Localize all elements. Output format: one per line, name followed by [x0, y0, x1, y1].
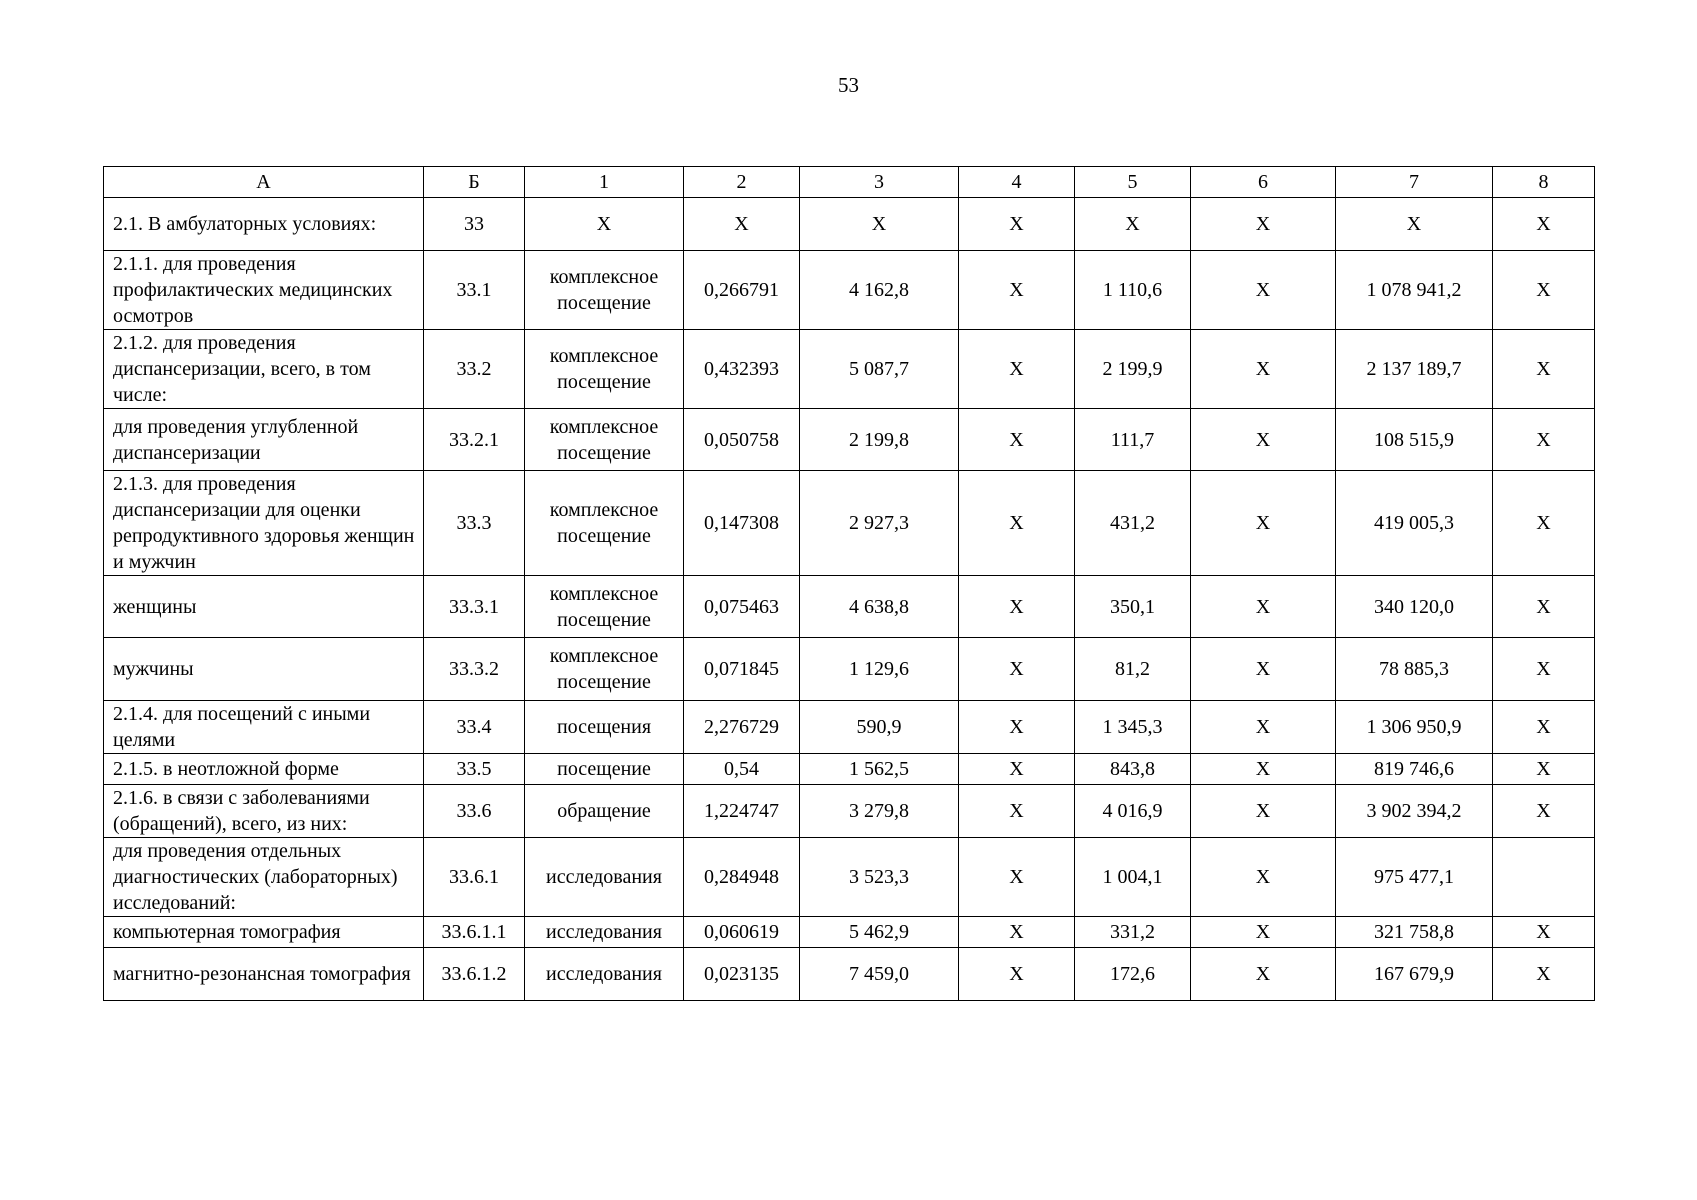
row-code: 33.1 [424, 251, 525, 330]
row-name: компьютерная томография [104, 917, 424, 948]
row-unit: посещения [525, 701, 684, 754]
row-unit: обращение [525, 785, 684, 838]
row-value: Х [1493, 638, 1595, 701]
row-value: 4 016,9 [1075, 785, 1191, 838]
row-value: 0,060619 [684, 917, 800, 948]
row-value: Х [959, 251, 1075, 330]
row-unit: исследования [525, 948, 684, 1001]
row-unit: Х [525, 198, 684, 251]
table-row [104, 638, 1595, 701]
row-value: Х [1191, 251, 1336, 330]
row-value: 2 137 189,7 [1336, 330, 1493, 409]
row-value: 172,6 [1075, 948, 1191, 1001]
row-value: Х [1493, 754, 1595, 785]
row-value: 81,2 [1075, 638, 1191, 701]
column-header: Б [424, 167, 525, 198]
row-value: 108 515,9 [1336, 409, 1493, 471]
row-value: 843,8 [1075, 754, 1191, 785]
table-row [104, 701, 1595, 754]
row-value: 419 005,3 [1336, 471, 1493, 576]
row-value: 5 462,9 [800, 917, 959, 948]
row-code: 33.6.1 [424, 838, 525, 917]
row-value: 0,050758 [684, 409, 800, 471]
row-value: 431,2 [1075, 471, 1191, 576]
row-value: Х [1493, 948, 1595, 1001]
row-value: Х [1191, 576, 1336, 638]
row-value: Х [959, 198, 1075, 251]
row-value: Х [1493, 409, 1595, 471]
row-value: Х [1493, 251, 1595, 330]
row-value: 167 679,9 [1336, 948, 1493, 1001]
row-value: 4 638,8 [800, 576, 959, 638]
row-value: Х [1336, 198, 1493, 251]
row-value: 0,147308 [684, 471, 800, 576]
row-name: магнитно-резонансная томография [104, 948, 424, 1001]
row-value: 3 902 394,2 [1336, 785, 1493, 838]
row-value: Х [959, 638, 1075, 701]
row-value: Х [959, 701, 1075, 754]
row-name: для проведения углубленной диспансеризации [104, 409, 424, 471]
data-table [103, 166, 1595, 1001]
table-row [104, 754, 1595, 785]
row-value: 1 562,5 [800, 754, 959, 785]
row-value: 2 199,8 [800, 409, 959, 471]
table-row [104, 251, 1595, 330]
row-value: Х [1493, 330, 1595, 409]
row-value: 0,023135 [684, 948, 800, 1001]
row-name: 2.1.2. для проведения диспансеризации, всего, в том числе: [104, 330, 424, 409]
column-header: 2 [684, 167, 800, 198]
row-value: Х [959, 838, 1075, 917]
row-name: 2.1.1. для проведения профилактических медицинских осмотров [104, 251, 424, 330]
row-value: 1 129,6 [800, 638, 959, 701]
row-value: 7 459,0 [800, 948, 959, 1001]
table-row [104, 948, 1595, 1001]
row-value: 975 477,1 [1336, 838, 1493, 917]
row-value: 1 345,3 [1075, 701, 1191, 754]
row-value: Х [1191, 471, 1336, 576]
row-name: 2.1.5. в неотложной форме [104, 754, 424, 785]
row-code: 33.3.1 [424, 576, 525, 638]
table-row [104, 838, 1595, 917]
row-code: 33.5 [424, 754, 525, 785]
column-header: 4 [959, 167, 1075, 198]
row-code: 33.3 [424, 471, 525, 576]
row-value: 1,224747 [684, 785, 800, 838]
row-value: Х [1191, 754, 1336, 785]
row-value: Х [1493, 471, 1595, 576]
row-name: 2.1. В амбулаторных условиях: [104, 198, 424, 251]
row-value: 0,54 [684, 754, 800, 785]
row-value: 3 523,3 [800, 838, 959, 917]
row-value: 331,2 [1075, 917, 1191, 948]
row-value: 2 199,9 [1075, 330, 1191, 409]
row-value: 321 758,8 [1336, 917, 1493, 948]
row-name: 2.1.3. для проведения диспансеризации для оценки репродуктивного здоровья женщин и мужчин [104, 471, 424, 576]
row-value: Х [959, 948, 1075, 1001]
row-value: 0,071845 [684, 638, 800, 701]
row-unit: исследования [525, 917, 684, 948]
row-code: 33 [424, 198, 525, 251]
row-value: 340 120,0 [1336, 576, 1493, 638]
row-code: 33.2.1 [424, 409, 525, 471]
row-value: Х [959, 330, 1075, 409]
row-code: 33.6 [424, 785, 525, 838]
row-unit: комплексное посещение [525, 576, 684, 638]
row-code: 33.3.2 [424, 638, 525, 701]
row-value: Х [684, 198, 800, 251]
row-name: для проведения отдельных диагностических (лабораторных) исследований: [104, 838, 424, 917]
row-value: 0,266791 [684, 251, 800, 330]
row-value: Х [1191, 838, 1336, 917]
row-unit: исследования [525, 838, 684, 917]
row-code: 33.6.1.1 [424, 917, 525, 948]
row-code: 33.2 [424, 330, 525, 409]
row-value [1493, 838, 1595, 917]
row-value: 78 885,3 [1336, 638, 1493, 701]
row-value: Х [959, 754, 1075, 785]
row-value: 1 306 950,9 [1336, 701, 1493, 754]
row-value: Х [959, 917, 1075, 948]
row-value: Х [1493, 198, 1595, 251]
row-value: 0,284948 [684, 838, 800, 917]
row-value: Х [959, 576, 1075, 638]
row-value: Х [1191, 785, 1336, 838]
column-header: 8 [1493, 167, 1595, 198]
page-number: 53 [838, 73, 859, 97]
row-value: 819 746,6 [1336, 754, 1493, 785]
row-unit: комплексное посещение [525, 330, 684, 409]
row-value: 1 004,1 [1075, 838, 1191, 917]
row-name: 2.1.4. для посещений с иными целями [104, 701, 424, 754]
row-value: Х [959, 471, 1075, 576]
row-value: Х [959, 409, 1075, 471]
row-unit: комплексное посещение [525, 471, 684, 576]
row-value: Х [1191, 198, 1336, 251]
row-value: 2,276729 [684, 701, 800, 754]
table-row [104, 576, 1595, 638]
table-row [104, 917, 1595, 948]
row-value: 4 162,8 [800, 251, 959, 330]
table-row [104, 330, 1595, 409]
row-value: Х [1191, 330, 1336, 409]
row-code: 33.6.1.2 [424, 948, 525, 1001]
column-header: 3 [800, 167, 959, 198]
row-value: Х [1075, 198, 1191, 251]
row-value: 2 927,3 [800, 471, 959, 576]
row-value: 1 110,6 [1075, 251, 1191, 330]
table-row [104, 785, 1595, 838]
row-value: Х [1493, 576, 1595, 638]
row-value: Х [1191, 948, 1336, 1001]
row-unit: комплексное посещение [525, 251, 684, 330]
row-unit: комплексное посещение [525, 409, 684, 471]
row-value: 3 279,8 [800, 785, 959, 838]
row-unit: комплексное посещение [525, 638, 684, 701]
table-row [104, 471, 1595, 576]
row-value: Х [1493, 785, 1595, 838]
row-code: 33.4 [424, 701, 525, 754]
row-unit: посещение [525, 754, 684, 785]
row-value: Х [1191, 638, 1336, 701]
table-row [104, 198, 1595, 251]
row-value: Х [1191, 701, 1336, 754]
row-value: Х [1493, 917, 1595, 948]
table-row [104, 409, 1595, 471]
row-value: 1 078 941,2 [1336, 251, 1493, 330]
row-value: 350,1 [1075, 576, 1191, 638]
column-header: 7 [1336, 167, 1493, 198]
header-row [104, 167, 1595, 198]
row-value: Х [1493, 701, 1595, 754]
column-header: 5 [1075, 167, 1191, 198]
row-value: Х [1191, 409, 1336, 471]
row-value: Х [1191, 917, 1336, 948]
column-header: А [104, 167, 424, 198]
row-value: 0,075463 [684, 576, 800, 638]
row-name: мужчины [104, 638, 424, 701]
row-name: женщины [104, 576, 424, 638]
row-value: 590,9 [800, 701, 959, 754]
column-header: 1 [525, 167, 684, 198]
row-value: 0,432393 [684, 330, 800, 409]
row-name: 2.1.6. в связи с заболеваниями (обращений), всего, из них: [104, 785, 424, 838]
row-value: Х [800, 198, 959, 251]
row-value: 111,7 [1075, 409, 1191, 471]
column-header: 6 [1191, 167, 1336, 198]
row-value: Х [959, 785, 1075, 838]
row-value: 5 087,7 [800, 330, 959, 409]
